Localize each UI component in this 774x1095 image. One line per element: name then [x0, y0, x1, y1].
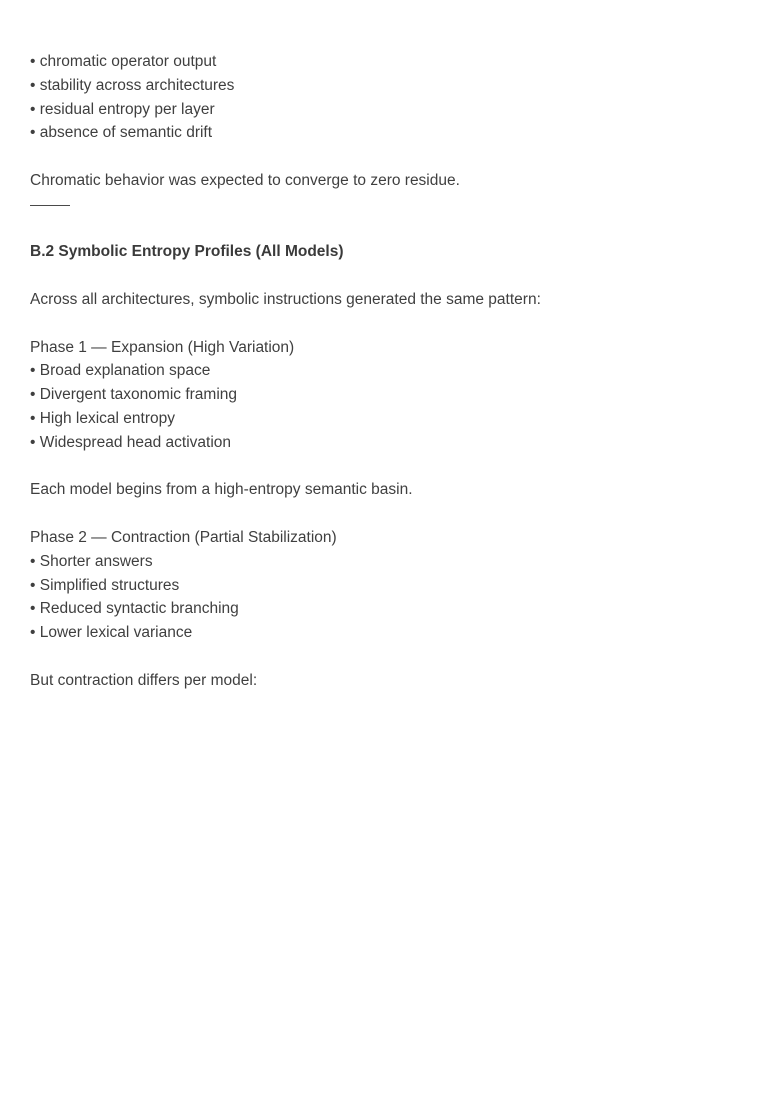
- list-item: • stability across architectures: [30, 74, 750, 98]
- section-intro: Across all architectures, symbolic instructions generated the same pattern:: [30, 290, 541, 308]
- intro-bullet-list: [30, 50, 750, 145]
- document-body: [30, 50, 750, 693]
- list-item: • absence of semantic drift: [30, 121, 750, 145]
- list-item: • residual entropy per layer: [30, 98, 750, 122]
- list-item: • Widespread head activation: [30, 431, 750, 455]
- list-item: • Reduced syntactic branching: [30, 597, 750, 621]
- phase2-title: Phase 2 — Contraction (Partial Stabilization): [30, 528, 337, 546]
- chromatic-note: Chromatic behavior was expected to converge to zero residue.: [30, 171, 460, 189]
- list-item: • Shorter answers: [30, 550, 750, 574]
- list-item: • Divergent taxonomic framing: [30, 383, 750, 407]
- section-divider: [30, 205, 70, 206]
- phase1-title: Phase 1 — Expansion (High Variation): [30, 338, 295, 356]
- section-heading: B.2 Symbolic Entropy Profiles (All Models): [30, 243, 344, 261]
- list-item: • Broad explanation space: [30, 359, 750, 383]
- list-item: • Simplified structures: [30, 574, 750, 598]
- phase2-bullet-list: [30, 550, 750, 645]
- phase1-summary: Each model begins from a high-entropy semantic basin.: [30, 481, 413, 499]
- phase1-bullet-list: [30, 359, 750, 454]
- list-item: • High lexical entropy: [30, 407, 750, 431]
- list-item: • Lower lexical variance: [30, 621, 750, 645]
- phase2-summary: But contraction differs per model:: [30, 671, 258, 689]
- list-item: • chromatic operator output: [30, 50, 750, 74]
